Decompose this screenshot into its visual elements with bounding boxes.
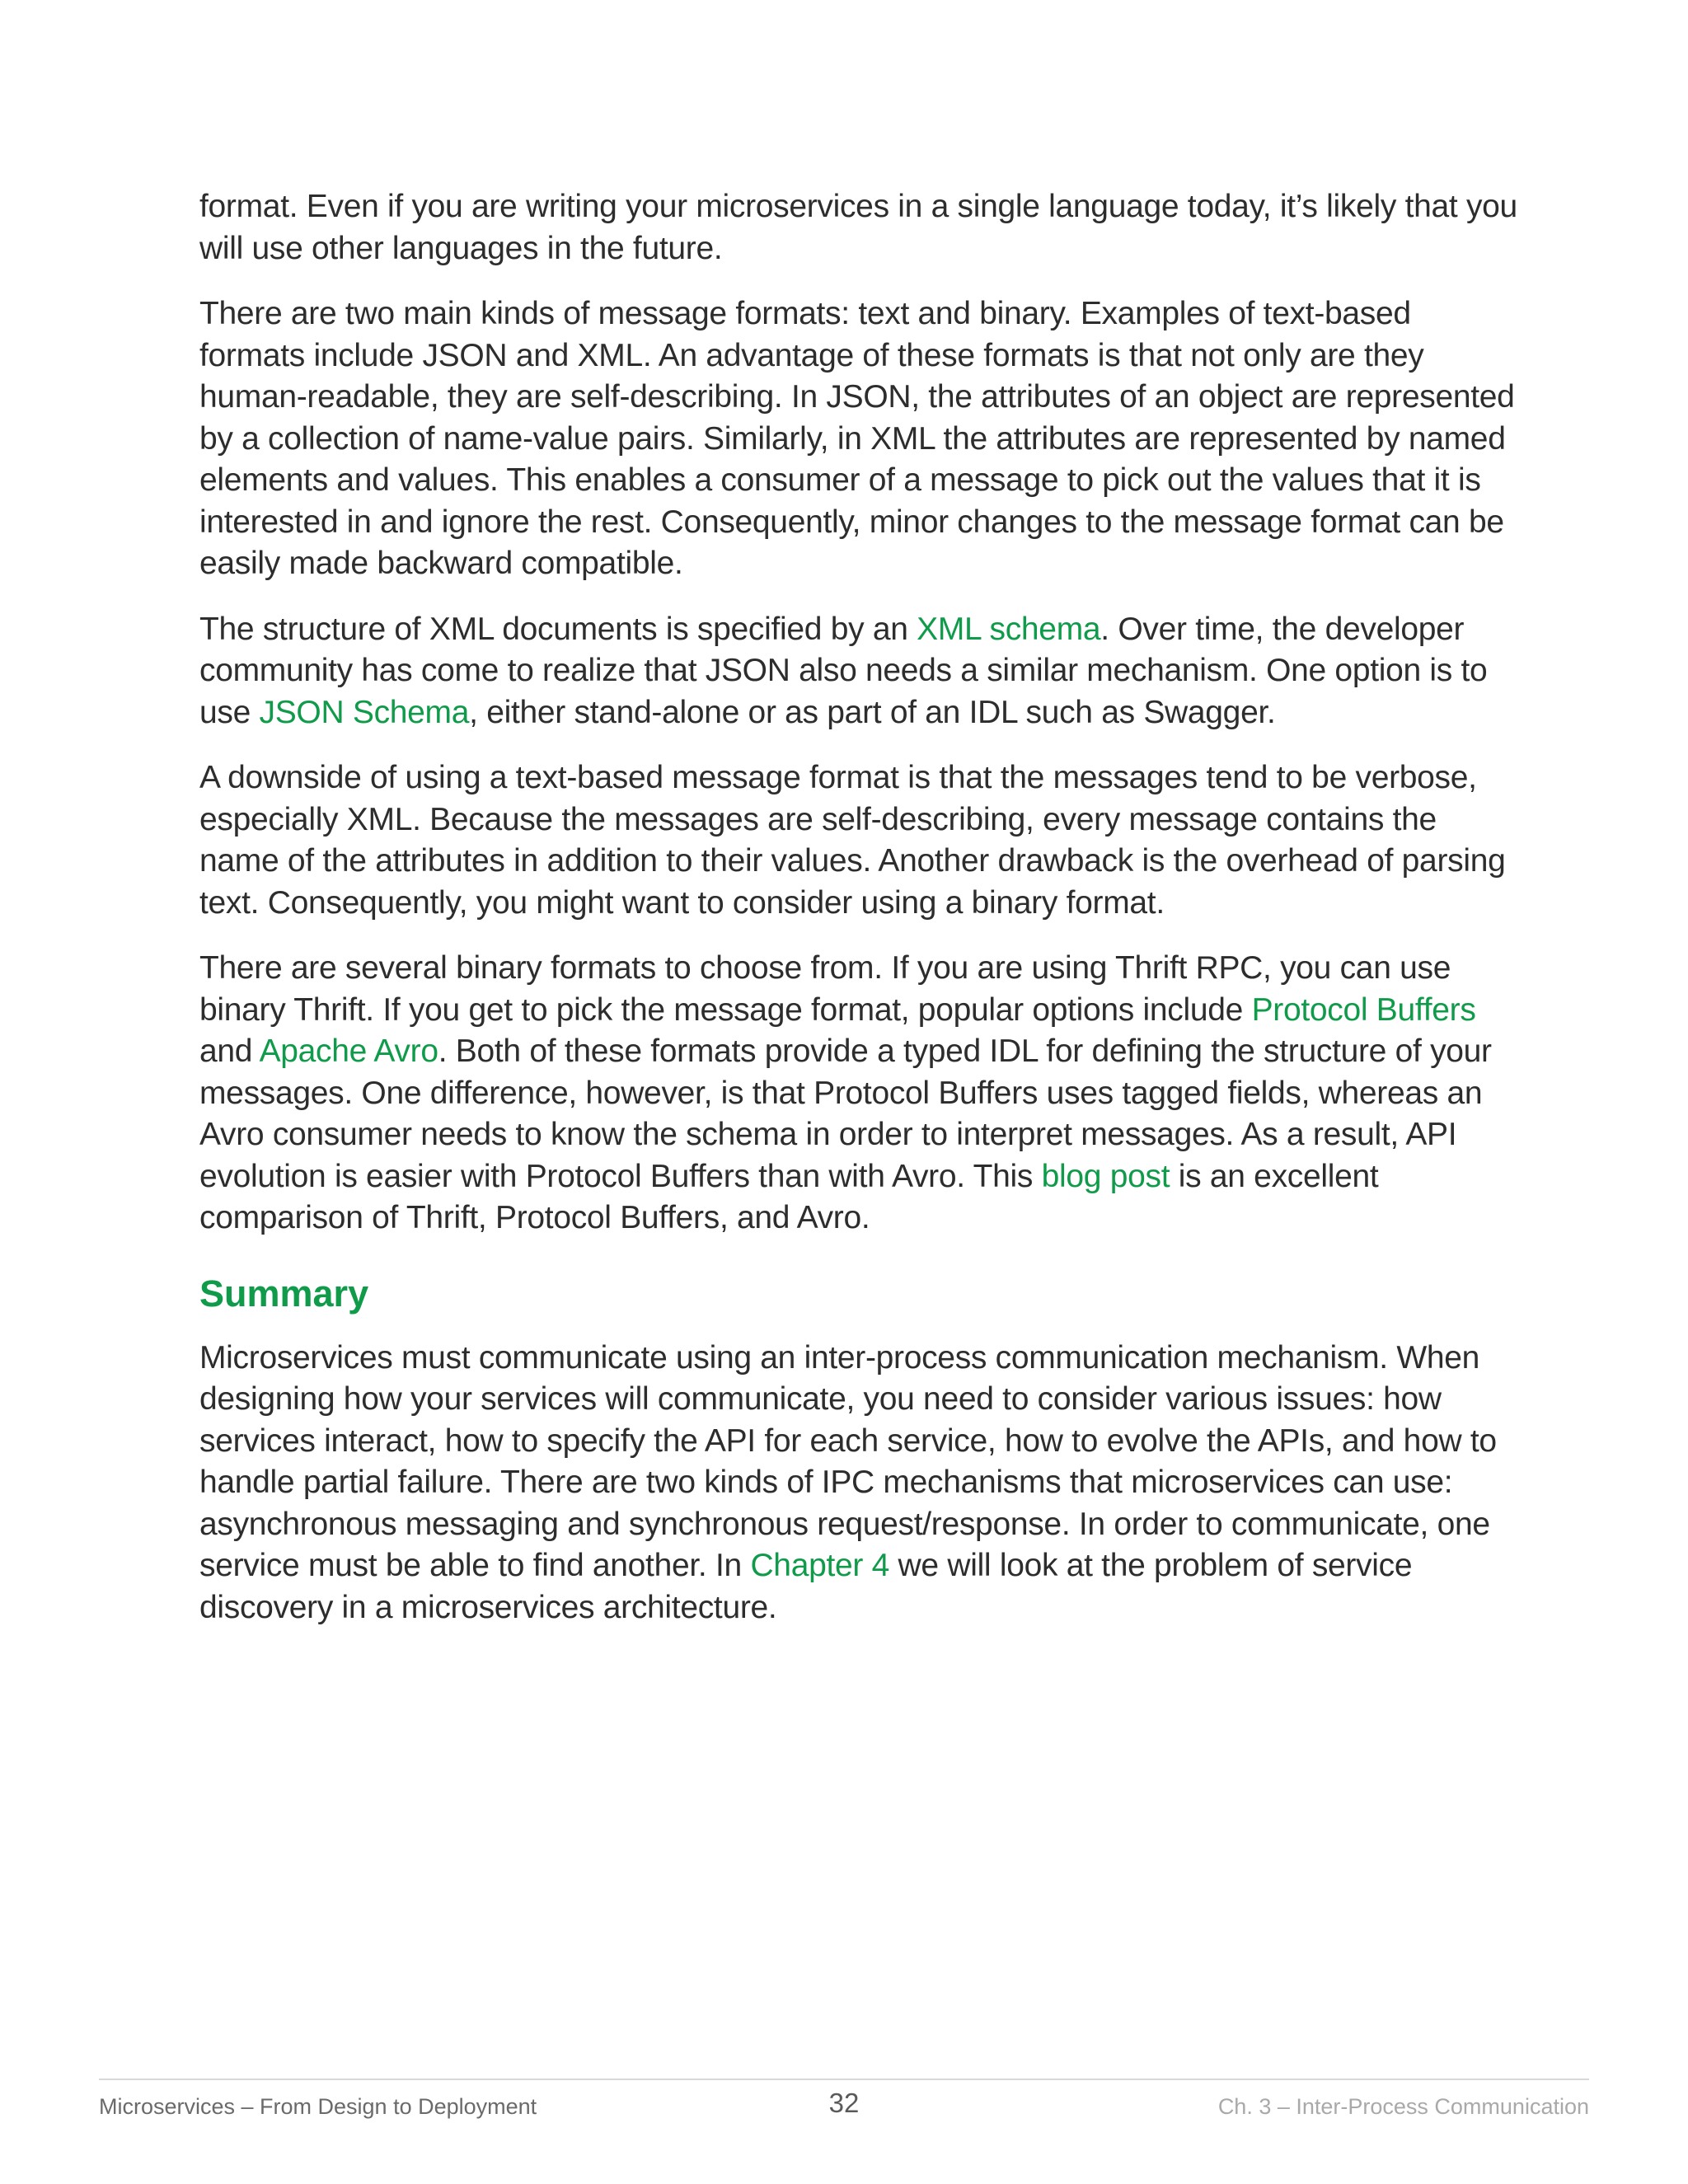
paragraph-text: There are several binary formats to choose from. If you are using Thrift RPC, you can use binary Thrift. If you get to pick the message format, popular options include [199,950,1451,1028]
paragraph-binary-formats [199,948,1518,1240]
paragraph-text: is an excellent comparison of Thrift, Protocol Buffers, and Avro. [199,1158,1379,1235]
protocol-buffers-link[interactable]: Protocol Buffers [1251,991,1476,1028]
summary-heading: Summary [199,1272,369,1315]
chapter-4-link[interactable]: Chapter 4 [750,1548,890,1583]
paragraph-text: Microservices must communicate using an inter-process communication mechanism. When designing how your services will communicate, you need to consider various issues: how services interact, how to specify the API for each service, how to evolve the APIs, and how to handle partial failure. There are two kinds of IPC mechanisms that microservices can use: asynchronous messaging and synchronous request/response. In order to communicate, one service must be able to find another. In [199,1339,1497,1583]
xml-schema-link[interactable]: XML schema [917,611,1101,647]
paragraph-message-formats: There are two main kinds of message formats: text and binary. Examples of text-based formats include JSON and XML. An advantage of these formats is that not only are they human-readable, they are self-describing. In JSON, the attributes of an object are represented by a collection of name-value pairs. Similarly, in XML the attributes are represented by named elements and values. This enables a consumer of a message to pick out the values that it is interested in and ignore the rest. Consequently, minor changes to the message format can be easily made backward compatible. [199,296,1515,581]
paragraph-text: The structure of XML documents is specified by an [199,611,917,647]
page-footer [99,2088,1589,2125]
json-schema-link[interactable]: JSON Schema [259,694,470,730]
page-content [199,186,1518,1652]
apache-avro-link[interactable]: Apache Avro [259,1033,438,1069]
footer-book-title: Microservices – From Design to Deployment [99,2094,537,2119]
paragraph-summary [199,1338,1518,1629]
paragraph-text: . Over time, the developer community has come to realize that JSON also needs a similar mechanism. One option is to use [199,611,1488,730]
paragraph-continuation: format. Even if you are writing your microservices in a single language today, it’s likely that you will use other languages in the future. [199,189,1517,266]
paragraph-text: and [199,1033,260,1069]
blog-post-link[interactable]: blog post [1041,1158,1170,1194]
page-number: 32 [828,2088,860,2118]
footer-chapter-title: Ch. 3 – Inter-Process Communication [1217,2094,1589,2119]
paragraph-text-downside: A downside of using a text-based message format is that the messages tend to be verbose, especially XML. Because the messages are self-describing, every message contains the name of the attributes in addition to their values. Another drawback is the overhead of parsing text. Consequently, you might want to consider using a binary format. [199,760,1506,921]
paragraph-text: . Both of these formats provide a typed IDL for defining the structure of your messages. One difference, however, is that Protocol Buffers uses tagged fields, whereas an Avro consumer needs to know the schema in order to interpret messages. As a result, API evolution is easier with Protocol Buffers than with Avro. This [199,1033,1492,1194]
paragraph-xml-schema [199,609,1518,734]
footer-divider [99,2079,1589,2080]
paragraph-text: , either stand-alone or as part of an IDL such as Swagger. [469,694,1276,730]
paragraph-text: we will look at the problem of service discovery in a microservices architecture. [199,1548,1413,1625]
